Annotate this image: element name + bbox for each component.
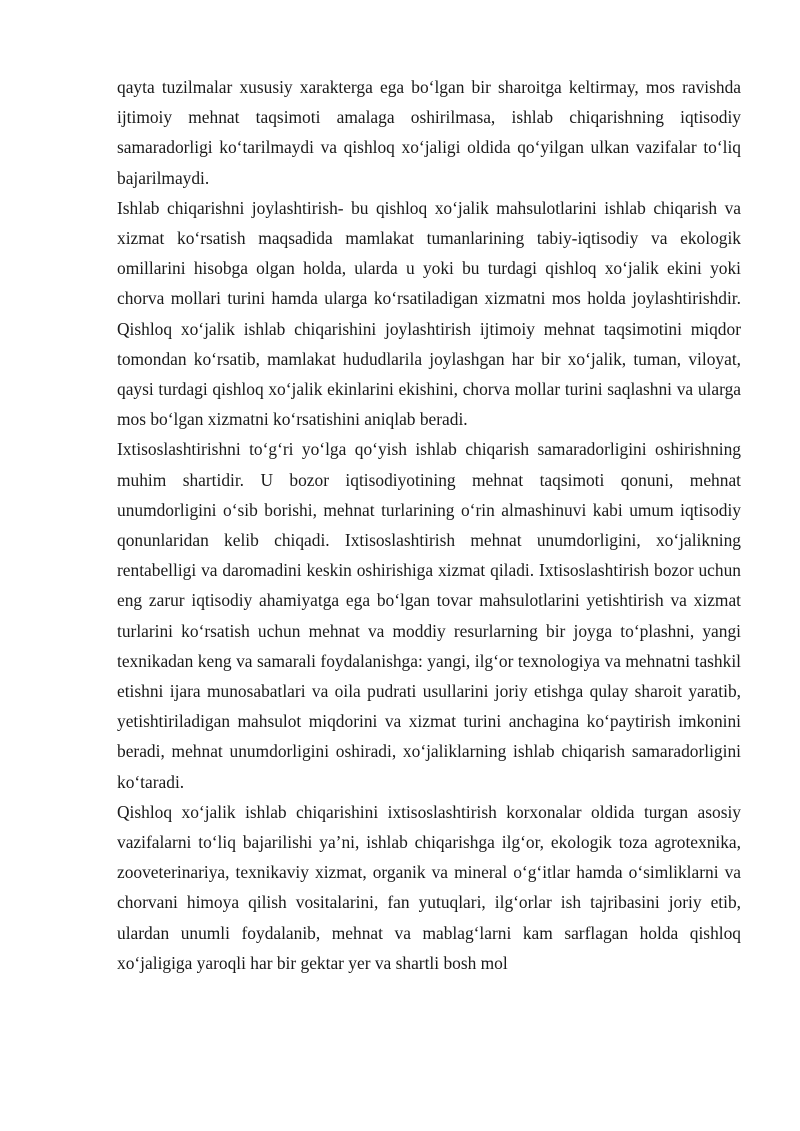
paragraph: Ishlab chiqarishni joylashtirish- bu qishloq xoʻjalik mahsulotlarini ishlab chiqarish va xizmat koʻrsatish maqsadida mamlakat tumanlarining tabiy-iqtisodiy va ekologik omillarini hisobga olgan holda, ularda u yoki bu turdagi qishloq xoʻjalik ekini yoki chorva mollari turini hamda ularga koʻrsatiladigan xizmatni mos holda joylashtirishdir. Qishloq xoʻjalik ishlab chiqarishini joylashtirish ijtimoiy mehnat taqsimotini miqdor tomondan koʻrsatib, mamlakat hududlarila joylashgan har bir xoʻjalik, tuman, viloyat, qaysi turdagi qishloq xoʻjalik ekinlarini ekishini, chorva mollar turini saqlashni va ularga mos boʻlgan xizmatni koʻrsatishini aniqlab beradi. bbox=[117, 197, 741, 430]
paragraph: qayta tuzilmalar xususiy xarakterga ega boʻlgan bir sharoitga keltirmay, mos ravishda ijtimoiy mehnat taqsimoti amalaga oshirilmasa, ishlab chiqarishning iqtisodiy samaradorligi koʻtarilmaydi va qishloq xoʻjaligi oldida qoʻyilgan ulkan vazifalar toʻliq bajarilmaydi. bbox=[117, 77, 741, 188]
paragraph: Ixtisoslashtirishni toʻgʻri yoʻlga qoʻyish ishlab chiqarish samaradorligini oshirishning muhim shartidir. U bozor iqtisodiyotining mehnat taqsimoti qonuni, mehnat unumdorligini oʻsib borishi, mehnat turlarining oʻrin almashinuvi kabi umum iqtisodiy qonunlaridan kelib chiqadi. Ixtisoslashtirish mehnat unumdorligini, xoʻjalikning rentabelligi va daromadini keskin oshirishiga xizmat qiladi. Ixtisoslashtirish bozor uchun eng zarur iqtisodiy ahamiyatga ega boʻlgan tovar mahsulotlarini yetishtirish va xizmat turlarini koʻrsatish uchun mehnat va moddiy resurlarning bir joyga toʻplashni, yangi texnikadan keng va samarali foydalanishga: yangi, ilgʻor texnologiya va mehnatni tashkil etishni ijara munosabatlari va oila pudrati usullarini joriy etishga qulay sharoit yaratib, yetishtiriladigan mahsulot miqdorini va xizmat turini anchagina koʻpaytirish imkonini beradi, mehnat unumdorligini oshiradi, xoʻjaliklarning ishlab chiqarish samaradorligini koʻtaradi. bbox=[117, 439, 741, 792]
paragraph: Qishloq xoʻjalik ishlab chiqarishini ixtisoslashtirish korxonalar oldida turgan asosiy vazifalarni toʻliq bajarilishi yaʼni, ishlab chiqarishga ilgʻor, ekologik toza agrotexnika, zooveterinariya, texnikaviy xizmat, organik va mineral oʻgʻitlar hamda oʻsimliklarni va chorvani himoya qilish vositalarini, fan yutuqlari, ilgʻorlar ish tajribasini joriy etib, ulardan unumli foydalanib, mehnat va mablagʻlarni kam sarflagan holda qishloq xoʻjaligiga yaroqli har bir gektar yer va shartli bosh mol bbox=[117, 801, 741, 973]
body-text bbox=[117, 72, 741, 978]
